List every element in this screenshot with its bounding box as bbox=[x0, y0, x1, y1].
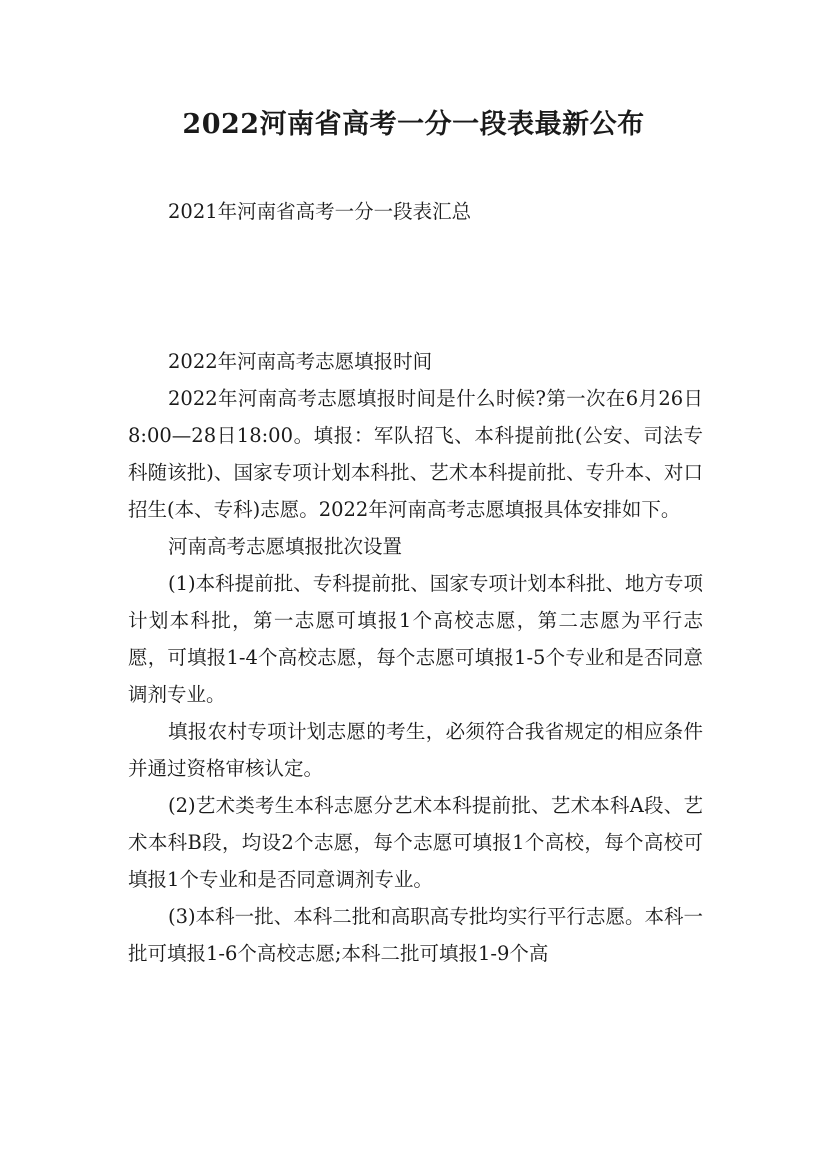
paragraph: (1)本科提前批、专科提前批、国家专项计划本科批、地方专项计划本科批，第一志愿可填报1个高校志愿，第二志愿为平行志愿，可填报1-4个高校志愿，每个志愿可填报1-5个专业和是否同意调剂专业。 bbox=[128, 572, 703, 706]
paragraph: 填报农村专项计划志愿的考生，必须符合我省规定的相应条件并通过资格审核认定。 bbox=[128, 720, 703, 780]
paragraph-heading: 河南高考志愿填报批次设置 bbox=[168, 535, 403, 558]
paragraph: (3)本科一批、本科二批和高职高专批均实行平行志愿。本科一批可填报1-6个高校志愿;本科二批可填报1-9个高 bbox=[128, 905, 703, 965]
subheading: 2021年河南省高考一分一段表汇总 bbox=[168, 200, 472, 223]
document-title: 2022河南省高考一分一段表最新公布 bbox=[182, 109, 645, 140]
paragraph: 2022年河南高考志愿填报时间是什么时候?第一次在6月26日8:00—28日18:00。填报：军队招飞、本科提前批(公安、司法专科随该批)、国家专项计划本科批、艺术本科提前批、专升本、对口招生(本、专科)志愿。2022年河南高考志愿填报具体安排如下。 bbox=[128, 387, 703, 521]
article-body bbox=[128, 343, 703, 972]
subheading-block bbox=[128, 193, 703, 230]
section-title: 2022年河南高考志愿填报时间 bbox=[168, 350, 433, 373]
paragraph: (2)艺术类考生本科志愿分艺术本科提前批、艺术本科A段、艺术本科B段，均设2个志愿，每个志愿可填报1个高校，每个高校可填报1个专业和是否同意调剂专业。 bbox=[128, 794, 703, 891]
